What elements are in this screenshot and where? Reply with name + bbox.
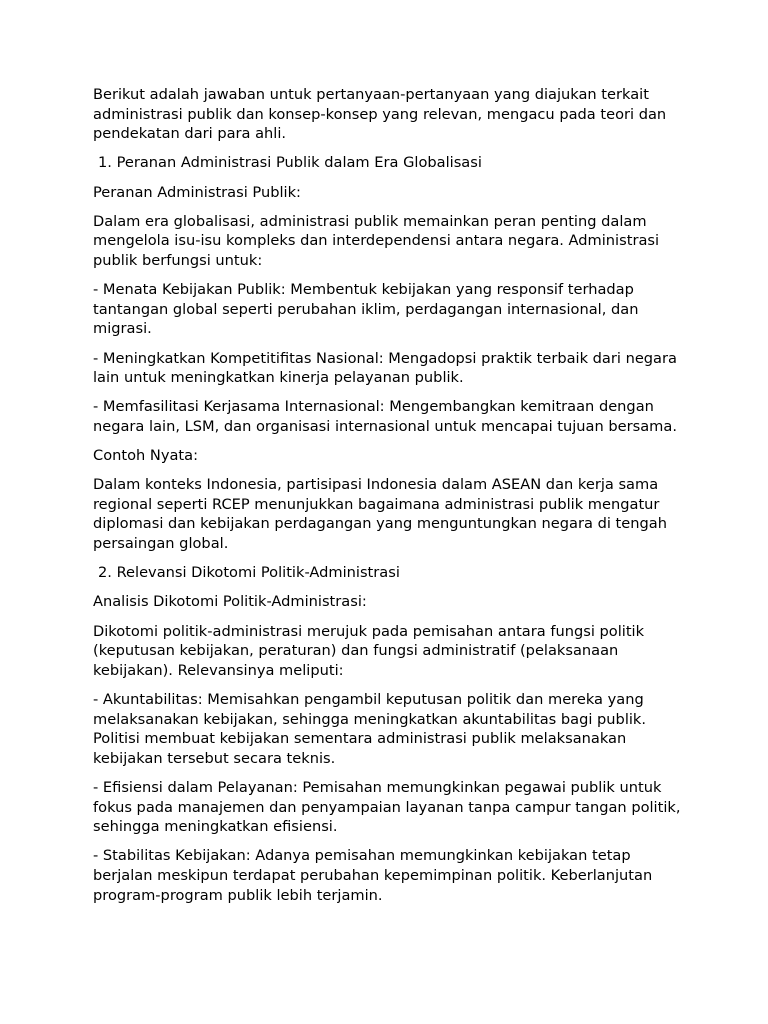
section-2-heading: 2. Relevansi Dikotomi Politik-Administrasi (98, 564, 400, 582)
section-2-body: Dikotomi politik-administrasi merujuk pada pemisahan antara fungsi politik (keputusan kebijakan, peraturan) dan fungsi administratif (pelaksanaan kebijakan). Relevansinya meliputi: (93, 622, 645, 679)
section-1-subheading: Peranan Administrasi Publik: (93, 183, 301, 201)
example-body: Dalam konteks Indonesia, partisipasi Indonesia dalam ASEAN dan kerja sama regional seperti RCEP menunjukkan bagaimana administrasi publik mengatur diplomasi dan kebijakan perdagangan yang menguntungkan negara di tengah persaingan global. (93, 476, 667, 553)
section-1-item-3: - Memfasilitasi Kerjasama Internasional: Mengembangkan kemitraan dengan negara lain, LSM, dan organisasi internasional untuk mencapai tujuan bersama. (93, 398, 677, 435)
section-1-heading: 1. Peranan Administrasi Publik dalam Era Globalisasi (98, 154, 482, 172)
section-2-subheading: Analisis Dikotomi Politik-Administrasi: (93, 593, 367, 611)
section-2-item-2: - Efisiensi dalam Pelayanan: Pemisahan memungkinkan pegawai publik untuk fokus pada manajemen dan penyampaian layanan tanpa campur tangan politik, sehingga meningkatkan efisiensi. (93, 778, 681, 836)
section-2-item-3: - Stabilitas Kebijakan: Adanya pemisahan memungkinkan kebijakan tetap berjalan meskipun terdapat perubahan kepemimpinan politik. Keberlanjutan program-program publik lebih terjamin. (93, 847, 653, 904)
intro-paragraph: Berikut adalah jawaban untuk pertanyaan-pertanyaan yang diajukan terkait administrasi publik dan konsep-konsep yang relevan, mengacu pada teori dan pendekatan dari para ahli. (93, 86, 667, 143)
section-1-item-2: - Meningkatkan Kompetitifitas Nasional: Mengadopsi praktik terbaik dari negara lain untuk meningkatkan kinerja pelayanan publik. (93, 349, 677, 387)
document-page (93, 85, 683, 915)
example-label: Contoh Nyata: (93, 447, 198, 465)
section-1-item-1: - Menata Kebijakan Publik: Membentuk kebijakan yang responsif terhadap tantangan global seperti perubahan iklim, perdagangan internasional, dan migrasi. (93, 281, 639, 338)
section-1-body: Dalam era globalisasi, administrasi publik memainkan peran penting dalam mengelola isu-isu kompleks dan interdependensi antara negara. Administrasi publik berfungsi untuk: (93, 212, 660, 269)
section-2-item-1: - Akuntabilitas: Memisahkan pengambil keputusan politik dan mereka yang melaksanakan kebijakan, sehingga meningkatkan akuntabilitas bagi publik. Politisi membuat kebijakan sementara administrasi publik melaksanakan kebijakan tersebut secara teknis. (93, 690, 647, 767)
